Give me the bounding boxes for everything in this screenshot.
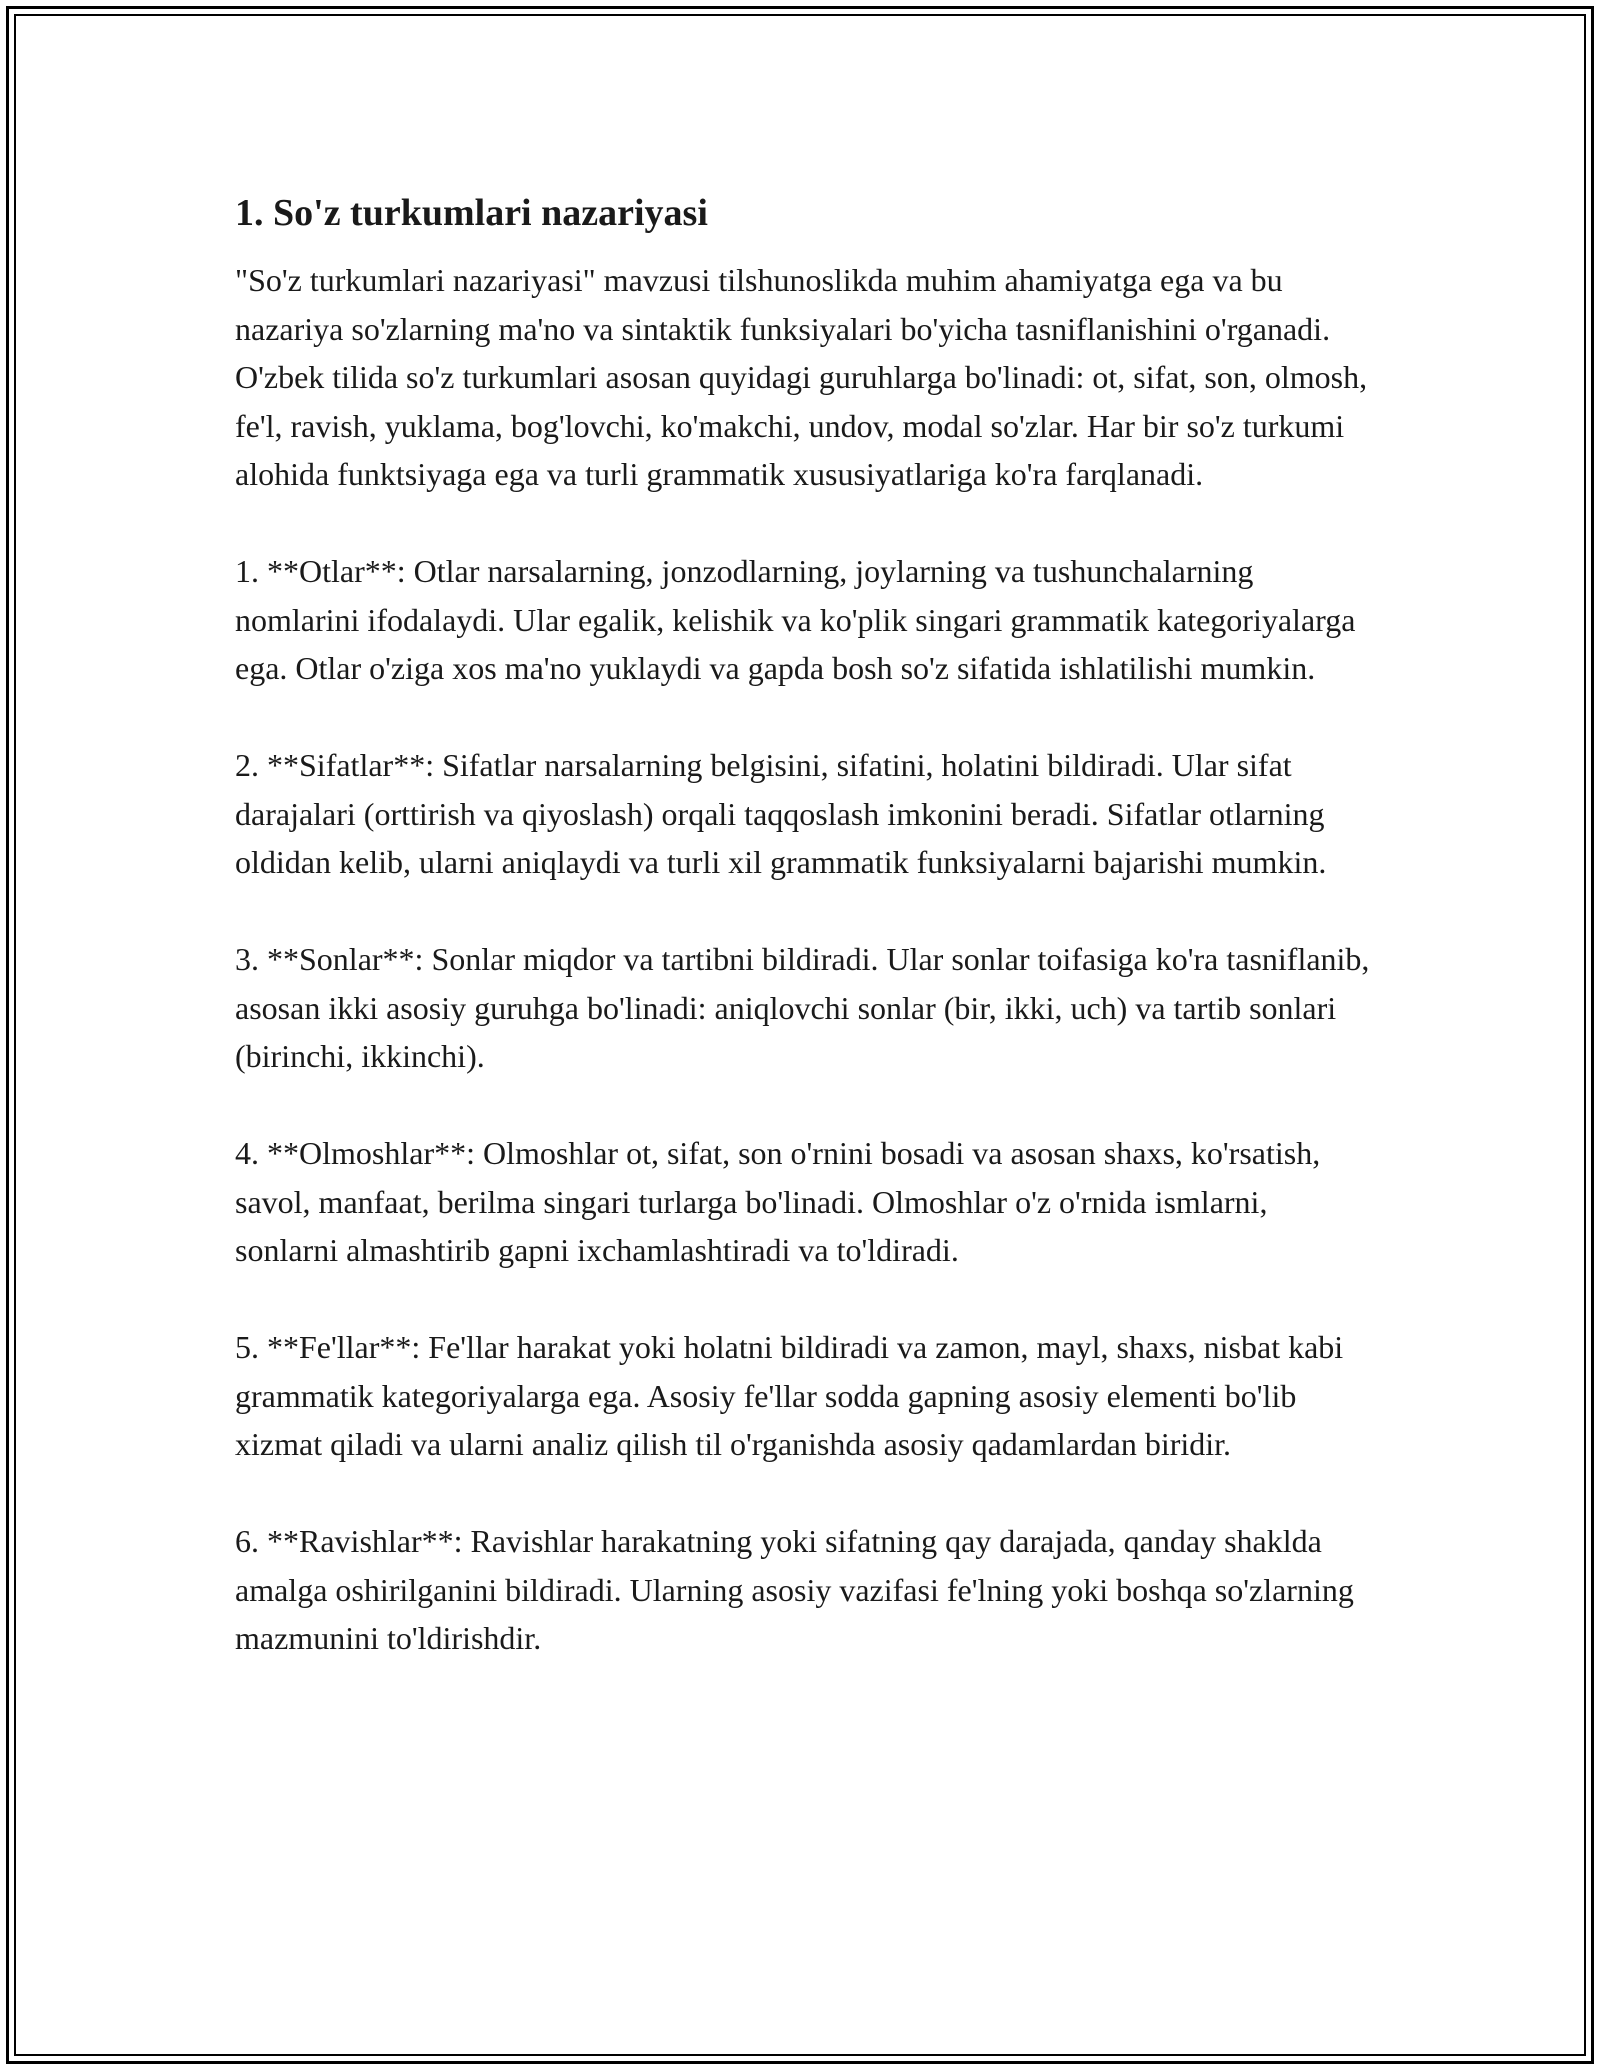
paragraph-otlar: 1. **Otlar**: Otlar narsalarning, jonzodlarning, joylarning va tushunchalarning nomlarini ifodalaydi. Ular egalik, kelishik va ko'plik singari grammatik kategoriyalarga ega. Otlar o'ziga xos ma'no yuklaydi va gapda bosh so'z sifatida ishlatilishi mumkin.	[235, 553, 1356, 686]
paragraph-ravishlar: 6. **Ravishlar**: Ravishlar harakatning yoki sifatning qay darajada, qanday shaklda amalga oshirilganini bildiradi. Ularning asosiy vazifasi fe'lning yoki boshqa so'zlarning mazmunini to'ldirishdir.	[235, 1523, 1354, 1656]
paragraph-olmoshlar: 4. **Olmoshlar**: Olmoshlar ot, sifat, son o'rnini bosadi va asosan shaxs, ko'rsatish, savol, manfaat, berilma singari turlarga bo'linadi. Olmoshlar o'z o'rnida ismlarni, sonlarni almashtirib gapni ixchamlashtiradi va to'ldiradi.	[235, 1135, 1321, 1268]
paragraph-sifatlar: 2. **Sifatlar**: Sifatlar narsalarning belgisini, sifatini, holatini bildiradi. Ular sifat darajalari (orttirish va qiyoslash) orqali taqqoslash imkonini beradi. Sifatlar otlarning oldidan kelib, ularni aniqlaydi va turli xil grammatik funksiyalarni bajarishi mumkin.	[235, 747, 1327, 880]
intro-paragraph: "So'z turkumlari nazariyasi" mavzusi tilshunoslikda muhim ahamiyatga ega va bu nazariya so'zlarning ma'no va sintaktik funksiyalari bo'yicha tasniflanishini o'rganadi. O'zbek tilida so'z turkumlari asosan quyidagi guruhlarga bo'linadi: ot, sifat, son, olmosh, fe'l, ravish, yuklama, bog'lovchi, ko'makchi, undov, modal so'zlar. Har bir so'z turkumi alohida funktsiyaga ega va turli grammatik xususiyatlariga ko'ra farqlanadi.	[235, 262, 1368, 492]
paragraph-sonlar: 3. **Sonlar**: Sonlar miqdor va tartibni bildiradi. Ular sonlar toifasiga ko'ra tasniflanib, asosan ikki asosiy guruhga bo'linadi: aniqlovchi sonlar (bir, ikki, uch) va tartib sonlari (birinchi, ikkinchi).	[235, 941, 1370, 1074]
page-title: 1. So'z turkumlari nazariyasi	[235, 192, 708, 234]
paragraph-fellar: 5. **Fe'llar**: Fe'llar harakat yoki holatni bildiradi va zamon, mayl, shaxs, nisbat kabi grammatik kategoriyalarga ega. Asosiy fe'llar sodda gapning asosiy elementi bo'lib xizmat qiladi va ularni analiz qilish til o'rganishda asosiy qadamlardan biridir.	[235, 1329, 1344, 1462]
document-body	[235, 188, 1375, 1663]
